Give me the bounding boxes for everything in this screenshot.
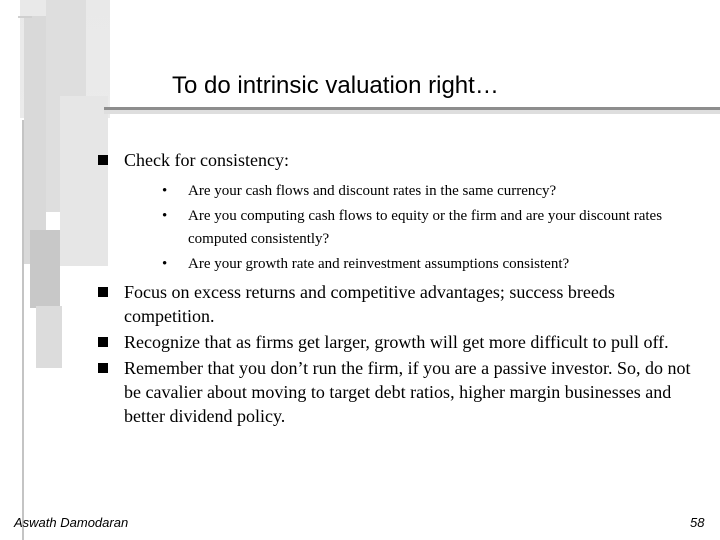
dot-bullet-icon: • — [162, 183, 168, 199]
sub-bullet-text: Are your cash flows and discount rates in the same currency? — [188, 183, 557, 199]
sub-bullet-item — [124, 205, 700, 251]
square-bullet-icon — [98, 363, 108, 373]
bullet-list — [92, 148, 700, 428]
decor-block — [30, 230, 60, 308]
slide-title: To do intrinsic valuation right… — [172, 72, 499, 99]
bullet-item — [92, 330, 700, 354]
decor-block — [24, 16, 46, 264]
decor-line — [22, 120, 24, 540]
sub-bullet-list — [124, 180, 700, 276]
sub-bullet-item — [124, 253, 700, 276]
decor-block — [36, 306, 62, 368]
sub-bullet-text: Are your growth rate and reinvestment assumptions consistent? — [188, 256, 570, 272]
bullet-text: Recognize that as firms get larger, growth will get more difficult to pull off. — [124, 332, 669, 352]
square-bullet-icon — [98, 337, 108, 347]
square-bullet-icon — [98, 155, 108, 165]
dot-bullet-icon: • — [162, 208, 168, 224]
decor-line — [18, 16, 32, 18]
square-bullet-icon — [98, 287, 108, 297]
dot-bullet-icon: • — [162, 256, 168, 272]
bullet-text: Check for consistency: — [124, 150, 289, 170]
bullet-text: Remember that you don’t run the firm, if you are a passive investor. So, do not be cavalier about moving to target debt ratios, higher margin businesses and better dividend policy. — [124, 358, 691, 426]
bullet-text: Focus on excess returns and competitive advantages; success breeds competition. — [124, 282, 615, 326]
sub-bullet-item — [124, 180, 700, 203]
bullet-item — [92, 280, 700, 328]
bullet-item — [92, 148, 700, 276]
footer-author: Aswath Damodaran — [14, 515, 129, 530]
sub-bullet-text: Are you computing cash flows to equity or the firm and are your discount rates computed consistently? — [188, 208, 663, 247]
bullet-item — [92, 356, 700, 428]
title-rule-shadow — [104, 110, 720, 114]
page-number: 58 — [690, 515, 705, 530]
